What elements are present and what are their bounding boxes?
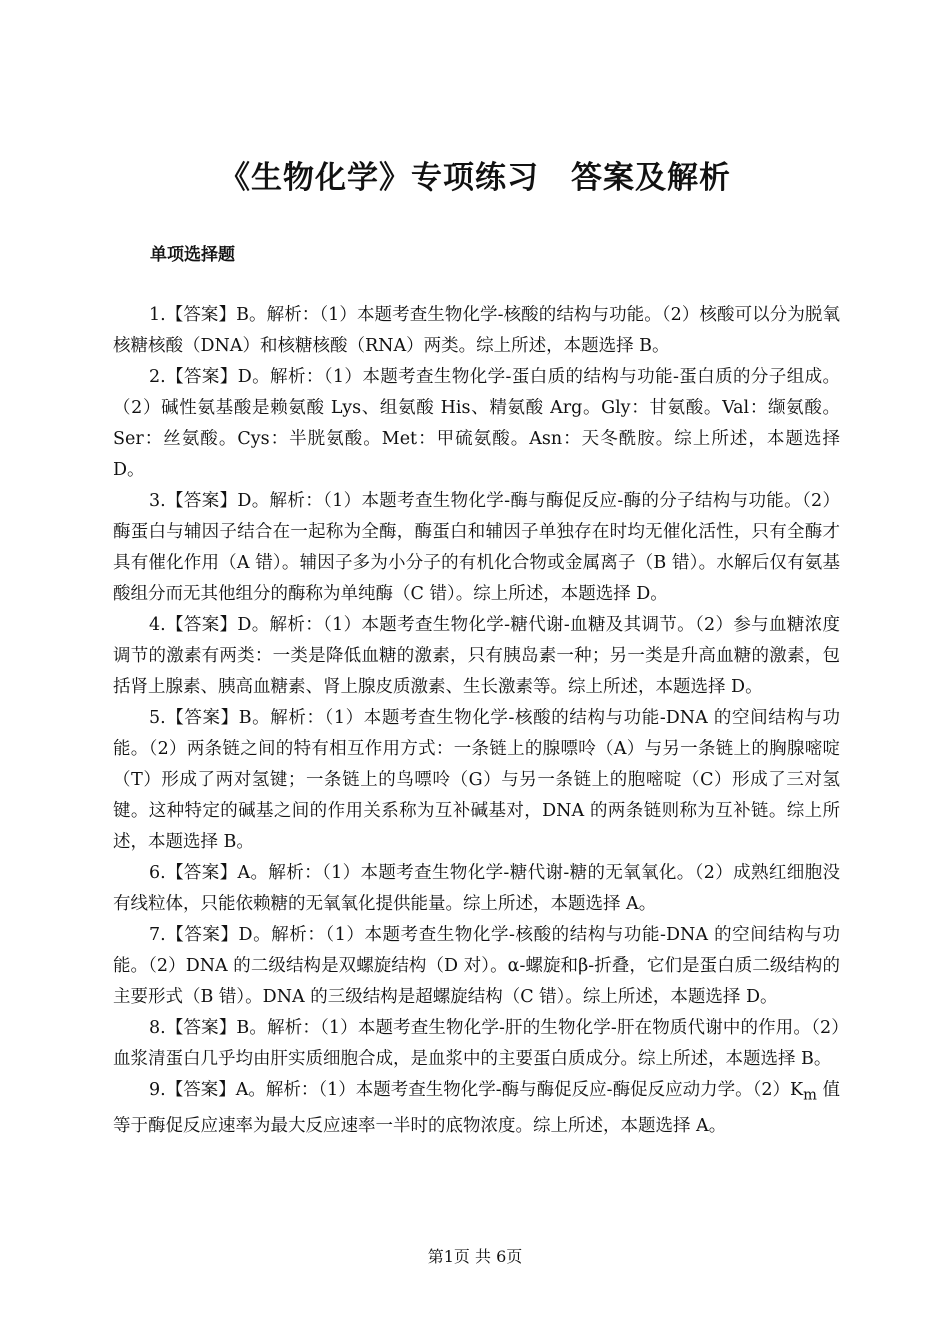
answer-paragraph-4: 4.【答案】D。解析：（1）本题考查生物化学-糖代谢-血糖及其调节。（2）参与血糖浓度调节的激素有两类：一类是降低血糖的激素，只有胰岛素一种；另一类是升高血糖的激素，包括肾上腺素、胰高血糖素、肾上腺皮质激素、生长激素等。综上所述，本题选择 D。 [113, 615, 840, 697]
answer-paragraph-3: 3.【答案】D。解析：（1）本题考查生物化学-酶与酶促反应-酶的分子结构与功能。（2）酶蛋白与辅因子结合在一起称为全酶，酶蛋白和辅因子单独存在时均无催化活性，只有全酶才具有催化作用（A 错）。辅因子多为小分子的有机化合物或金属离子（B 错）。水解后仅有氨基酸组分而无其他组分的酶称为单纯酶（C 错）。综上所述，本题选择 D。 [113, 491, 840, 604]
answer-paragraph-1: 1.【答案】B。解析：（1）本题考查生物化学-核酸的结构与功能。（2）核酸可以分为脱氧核糖核酸（DNA）和核糖核酸（RNA）两类。综上所述，本题选择 B。 [113, 305, 840, 356]
answer-9-text-start: 9.【答案】A。解析：（1）本题考查生物化学-酶与酶促反应-酶促反应动力学。（2）K [149, 1080, 804, 1100]
answer-paragraph-2: 2.【答案】D。解析：（1）本题考查生物化学-蛋白质的结构与功能-蛋白质的分子组成。（2）碱性氨基酸是赖氨酸 Lys、组氨酸 His、精氨酸 Arg。Gly：甘氨酸。Val：缬氨酸。Ser：丝氨酸。Cys：半胱氨酸。Met：甲硫氨酸。Asn：天冬酰胺。综上所述，本题选择 D。 [113, 367, 840, 480]
answer-paragraph-9 [113, 1075, 840, 1142]
document-title: 《生物化学》专项练习 答案及解析 [219, 160, 731, 196]
answer-paragraph-5: 5.【答案】B。解析：（1）本题考查生物化学-核酸的结构与功能-DNA 的空间结构与功能。（2）两条链之间的特有相互作用方式：一条链上的腺嘌呤（A）与另一条链上的胸腺嘧啶（T）形成了两对氢键；一条链上的鸟嘌呤（G）与另一条链上的胞嘧啶（C）形成了三对氢键。这种特定的碱基之间的作用关系称为互补碱基对，DNA 的两条链则称为互补链。综上所述，本题选择 B。 [113, 708, 840, 852]
section-heading: 单项选择题 [150, 245, 235, 265]
answer-paragraph-6: 6.【答案】A。解析：（1）本题考查生物化学-糖代谢-糖的无氧氧化。（2）成熟红细胞没有线粒体，只能依赖糖的无氧氧化提供能量。综上所述，本题选择 A。 [113, 863, 840, 914]
answer-9-text-end: 值等于酶促反应速率为最大反应速率一半时的底物浓度。综上所述，本题选择 A。 [113, 1080, 840, 1136]
page-footer: 第1页 共 6页 [427, 1247, 523, 1266]
answer-paragraph-8: 8.【答案】B。解析：（1）本题考查生物化学-肝的生物化学-肝在物质代谢中的作用。（2）血浆清蛋白几乎均由肝实质细胞合成，是血浆中的主要蛋白质成分。综上所述，本题选择 B。 [113, 1018, 840, 1069]
answer-paragraph-7: 7.【答案】D。解析：（1）本题考查生物化学-核酸的结构与功能-DNA 的空间结构与功能。（2）DNA 的二级结构是双螺旋结构（D 对）。α-螺旋和β-折叠，它们是蛋白质二级结构的主要形式（B 错）。DNA 的三级结构是超螺旋结构（C 错）。综上所述，本题选择 D。 [113, 925, 840, 1007]
km-subscript: m [803, 1086, 817, 1104]
answer-list [113, 300, 840, 1142]
